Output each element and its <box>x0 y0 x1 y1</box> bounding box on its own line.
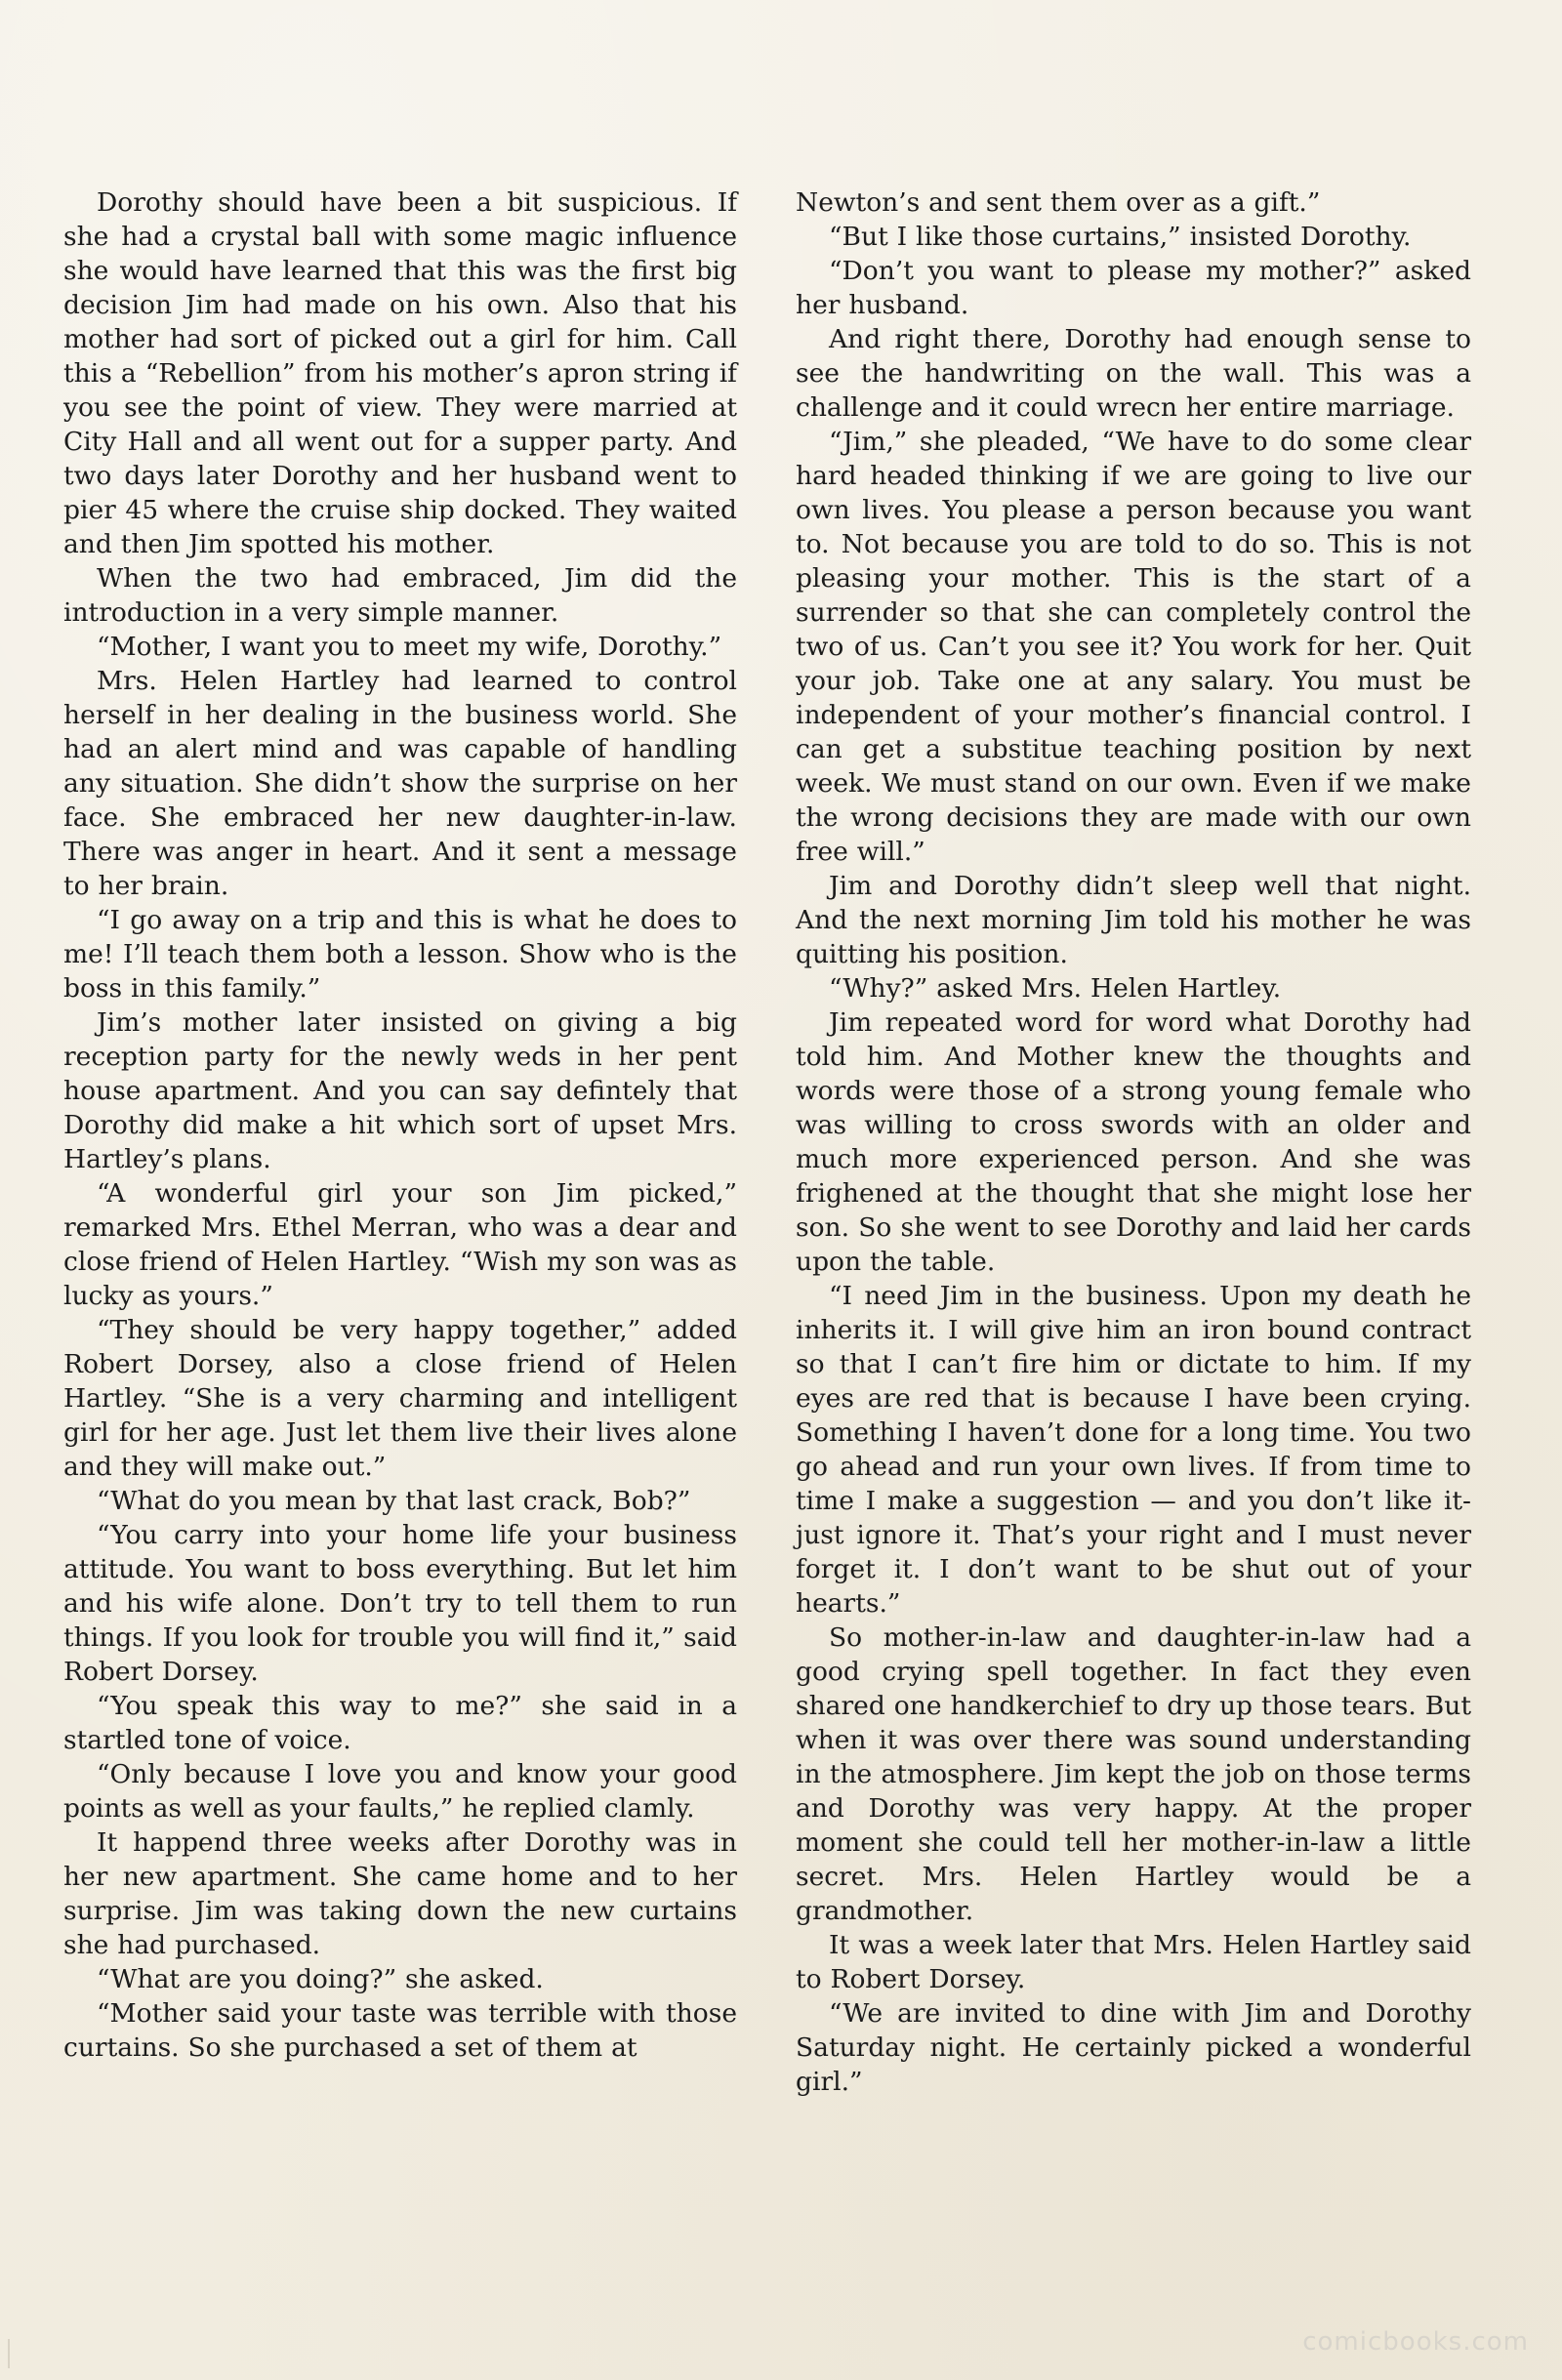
watermark: comicbooks.com <box>1302 2327 1529 2357</box>
paragraph: “Only because I love you and know your good points as well as your faults,” he replied clamly. <box>63 1759 737 1824</box>
paragraph: Dorothy should have been a bit suspicious. If she had a crystal ball with some magic influence she would have learned that this was the first big decision Jim had made on his own. Also that his mother had sort of picked out a girl for him. Call this a “Rebellion” from his mother’s apron string if you see the point of view. They were married at City Hall and all went out for a supper party. And two days later Dorothy and her husband went to pier 45 where the cruise ship docked. They waited and then Jim spotted his mother. <box>63 187 737 559</box>
paragraph: “They should be very happy together,” added Robert Dorsey, also a close friend of Helen Hartley. “She is a very charming and intelligent girl for her age. Just let them live their lives alone and they will make out.” <box>63 1315 737 1482</box>
paragraph: So mother-in-law and daughter-in-law had a good crying spell together. In fact they even shared one handkerchief to dry up those tears. But when it was over there was sound understanding in the atmosphere. Jim kept the job on those terms and Dorothy was very happy. At the proper moment she could tell her mother-in-law a little secret. Mrs. Helen Hartley would be a grandmother. <box>796 1622 1471 1926</box>
paragraph: “What are you doing?” she asked. <box>97 1964 544 1994</box>
paragraph: “What do you mean by that last crack, Bob?” <box>97 1486 691 1516</box>
paragraph: “We are invited to dine with Jim and Dorothy Saturday night. He certainly picked a wonderful girl.” <box>796 1998 1471 2097</box>
paragraph: Jim’s mother later insisted on giving a big reception party for the newly weds in her pent house apartment. And you can say defintely that Dorothy did make a hit which sort of upset Mrs. Hartley’s plans. <box>63 1007 737 1174</box>
paragraph: “You speak this way to me?” she said in a startled tone of voice. <box>63 1691 737 1755</box>
paragraph: “Mother, I want you to meet my wife, Dorothy.” <box>97 632 722 662</box>
paragraph: Mrs. Helen Hartley had learned to control herself in her dealing in the business world. She had an alert mind and was capable of handling any situation. She didn’t show the surprise on her face. She embraced her new daughter-in-law. There was anger in heart. And it sent a message to her brain. <box>63 666 737 901</box>
paragraph: And right there, Dorothy had enough sense to see the handwriting on the wall. This was a challenge and it could wrecn her entire marriage. <box>796 324 1471 423</box>
paragraph: Jim and Dorothy didn’t sleep well that night. And the next morning Jim told his mother he was quitting his position. <box>796 871 1471 969</box>
paragraph: When the two had embraced, Jim did the introduction in a very simple manner. <box>63 563 737 628</box>
text-column-left <box>63 185 737 2065</box>
paragraph: “I need Jim in the business. Upon my death he inherits it. I will give him an iron bound contract so that I can’t fire him or dictate to him. If my eyes are red that is because I have been crying. Something I haven’t done for a long time. You two go ahead and run your own lives. If from time to time I make a suggestion — and you don’t like it-just ignore it. That’s your right and I must never forget it. I don’t want to be shut out of your hearts.” <box>796 1281 1471 1619</box>
paragraph: “A wonderful girl your son Jim picked,” remarked Mrs. Ethel Merran, who was a dear and close friend of Helen Hartley. “Wish my son was as lucky as yours.” <box>63 1178 737 1311</box>
paragraph: “Why?” asked Mrs. Helen Hartley. <box>829 973 1282 1004</box>
paragraph: It was a week later that Mrs. Helen Hartley said to Robert Dorsey. <box>796 1930 1471 1994</box>
scan-mark <box>8 2339 16 2368</box>
paragraph: It happend three weeks after Dorothy was in her new apartment. She came home and to her surprise. Jim was taking down the new curtains she had purchased. <box>63 1827 737 1960</box>
paragraph: “But I like those curtains,” insisted Dorothy. <box>829 222 1412 252</box>
text-column-right <box>796 185 1471 2099</box>
paragraph: “Jim,” she pleaded, “We have to do some clear hard headed thinking if we are going to live our own lives. You please a person because you want to. Not because you are told to do so. This is not pleasing your mother. This is the start of a surrender so that she can completely control the two of us. Can’t you see it? You work for her. Quit your job. Take one at any salary. You must be independent of your mother’s financial control. I can get a substitue teaching position by next week. We must stand on our own. Even if we make the wrong decisions they are made with our own free will.” <box>796 427 1471 867</box>
paragraph: Jim repeated word for word what Dorothy had told him. And Mother knew the thoughts and words were those of a strong young female who was willing to cross swords with an older and much more experienced person. And she was frighened at the thought that she might lose her son. So she went to see Dorothy and laid her cards upon the table. <box>796 1007 1471 1277</box>
paragraph: “I go away on a trip and this is what he does to me! I’ll teach them both a lesson. Show who is the boss in this family.” <box>63 905 737 1004</box>
paragraph-continued: Newton’s and sent them over as a gift.” <box>796 187 1321 218</box>
paragraph: “You carry into your home life your business attitude. You want to boss everything. But let him and his wife alone. Don’t try to tell them to run things. If you look for trouble you will find it,” said Robert Dorsey. <box>63 1520 737 1687</box>
paragraph: “Don’t you want to please my mother?” asked her husband. <box>796 256 1471 320</box>
paragraph: “Mother said your taste was terrible with those curtains. So she purchased a set of them at <box>63 1998 737 2063</box>
